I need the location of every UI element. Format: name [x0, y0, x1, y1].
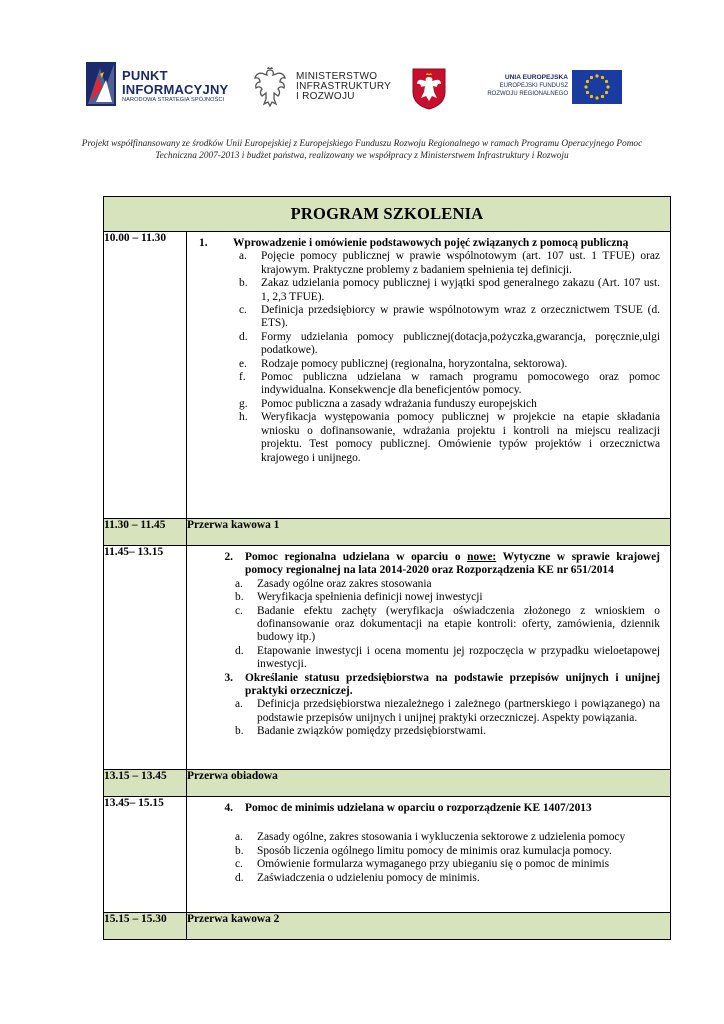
- ministry-logo: [252, 66, 402, 110]
- list-item-text: Zasady ogólne, zakres stosowania i wykluczenia sektorowe z udzielenia pomocy: [257, 831, 626, 844]
- list-item-letter: a.: [235, 831, 243, 844]
- section-title: Pomoc de minimis udzielana w oparciu o rozporządzenie KE 1407/2013: [245, 802, 592, 814]
- topic-list: [199, 250, 660, 465]
- list-item-letter: h.: [239, 411, 248, 424]
- list-item: [195, 645, 660, 672]
- list-item: [195, 591, 660, 604]
- eu-line1: UNIA EUROPEJSKA: [504, 74, 568, 81]
- list-item-letter: a.: [235, 577, 243, 590]
- list-item: [199, 331, 660, 358]
- training-program-table: [103, 196, 671, 940]
- topic-list: [195, 578, 660, 672]
- content-cell: [187, 797, 671, 913]
- list-item: [195, 872, 660, 885]
- list-item-letter: d.: [235, 644, 244, 657]
- punkt-informacyjny-emblem-icon: [86, 62, 118, 108]
- eu-flag-icon: [572, 70, 622, 104]
- list-item-text: Pojęcie pomocy publicznej w prawie wspólnotowym (art. 107 ust. 1 TFUE) oraz krajowym. Praktyczne problemy z badaniem spełnienia tej definicji.: [261, 250, 660, 276]
- eu-line3: ROZWOJU REGIONALNEGO: [487, 91, 568, 97]
- note-line1: Projekt współfinansowany ze środków Unii Europejskiej z Europejskiego Funduszu Rozwoju Regionalnego w ramach Programu Operacyjnego Pomoc: [81, 139, 643, 149]
- list-item: [199, 304, 660, 331]
- section-number: 2.: [224, 551, 233, 563]
- list-item: [195, 698, 660, 725]
- section-heading: [195, 551, 660, 578]
- list-item-text: Zasady ogólne oraz zakres stosowania: [257, 577, 432, 590]
- section-title-part: Pomoc regionalna udzielana w oparciu o: [245, 551, 461, 563]
- topic-list: [195, 698, 660, 738]
- table-row: [104, 546, 671, 770]
- eu-star-icon: [595, 74, 598, 77]
- list-item-text: Etapowanie inwestycji i ocena momentu jej rozpoczęcia w przypadku wieloetapowej inwestycji.: [257, 644, 660, 671]
- ministry-name: [296, 72, 391, 102]
- topic-list: [195, 831, 660, 885]
- time-cell: 10.00 – 11.30: [104, 232, 187, 519]
- eu-star-icon: [606, 85, 609, 88]
- voivodeship-crest-icon: [412, 68, 446, 110]
- section-title: Określanie statusu przedsiębiorstwa na podstawie przepisów unijnych i unijnej praktyki orzeczniczej.: [245, 671, 660, 698]
- eu-star-icon: [586, 91, 589, 94]
- section-number: 4.: [224, 802, 233, 814]
- list-item-letter: a.: [239, 250, 247, 263]
- list-item-letter: d.: [239, 330, 248, 343]
- time-cell: 11.45– 13.15: [104, 546, 187, 770]
- eu-star-icon: [584, 85, 587, 88]
- eu-star-icon: [601, 76, 604, 79]
- list-item: [199, 250, 660, 277]
- time-cell: 11.30 – 11.45: [104, 519, 187, 546]
- break-label: Przerwa obiadowa: [187, 770, 671, 797]
- list-item-text: Weryfikacja występowania pomocy publicznej w projekcie na etapie składania wniosku o dofinansowanie, wdrażania projektu i kontroli na miejscu realizacji projektu. Test pomocy publicznej. Omówienie typów projektów i orzecznictwa krajowego i unijnego.: [261, 411, 660, 464]
- list-item: [195, 831, 660, 844]
- list-item: [195, 845, 660, 858]
- logo-bar: [0, 62, 724, 114]
- eu-star-icon: [586, 80, 589, 83]
- punkt-line3: NARODOWA STRATEGIA SPÓJNOŚCI: [122, 97, 225, 103]
- list-item-text: Definicja przedsiębiorcy w prawie wspólnotowym wraz z orzecznictwem TSUE (d. ETS).: [261, 304, 660, 330]
- table-row: [104, 232, 671, 519]
- list-item-letter: b.: [239, 277, 248, 290]
- list-item-text: Definicja przedsiębiorstwa niezależnego i zależnego (partnerskiego i powiązanego) na podstawie przepisów unijnych i unijnej praktyki orzeczniczej. Aspekty powiązania.: [257, 698, 660, 724]
- list-item-letter: d.: [235, 871, 244, 884]
- eu-star-icon: [595, 96, 598, 99]
- list-item-text: Rodzaje pomocy publicznej (regionalna, horyzontalna, sektorowa).: [261, 357, 568, 370]
- list-item: [195, 578, 660, 591]
- list-item-text: Formy udzielania pomocy publicznej(dotacja,pożyczka,gwarancja, poręcznie,ulgi podatkowe).: [261, 330, 660, 357]
- list-item: [199, 411, 660, 465]
- section-title: Wprowadzenie i omówienie podstawowych pojęć związanych z pomocą publiczną: [233, 237, 629, 249]
- list-item: [195, 858, 660, 871]
- list-item-letter: f.: [239, 371, 246, 384]
- section-title: [245, 551, 660, 578]
- list-item-letter: b.: [235, 725, 244, 738]
- break-label: Przerwa kawowa 1: [187, 519, 671, 546]
- eu-fund-logo: [476, 70, 626, 108]
- eu-fund-name: [487, 74, 568, 98]
- list-item-letter: c.: [239, 304, 247, 317]
- punkt-line1: PUNKT: [122, 68, 168, 83]
- list-item-letter: e.: [239, 357, 247, 370]
- list-item-letter: c.: [235, 604, 243, 617]
- list-item-text: Pomoc publiczna udzielana w ramach programu pomocowego oraz pomoc indywidualna. Konsekwencje dla beneficjentów pomocy.: [261, 371, 660, 397]
- list-item-text: Sposób liczenia ogólnego limitu pomocy de minimis oraz kumulacja pomocy.: [257, 844, 612, 857]
- table-header-row: [104, 197, 671, 232]
- eu-star-icon: [605, 80, 608, 83]
- list-item-text: Zaświadczenia o udzieleniu pomocy de minimis.: [257, 871, 480, 884]
- eu-star-icon: [601, 95, 604, 98]
- list-item-letter: a.: [235, 698, 243, 711]
- list-item-text: Omówienie formularza wymaganego przy ubieganiu się o pomoc de minimis: [257, 858, 610, 871]
- section-number: 1.: [199, 237, 208, 249]
- content-cell: [187, 232, 671, 519]
- section-title-underlined: nowe:: [467, 551, 497, 563]
- punkt-line2: INFORMACYJNY: [122, 82, 229, 97]
- list-item-text: Badanie związków pomiędzy przedsiębiorstwami.: [257, 725, 487, 738]
- white-eagle-icon: [252, 66, 288, 108]
- section-heading: [195, 672, 660, 699]
- list-item-text: Zakaz udzielania pomocy publicznej i wyjątki spod generalnego zakazu (Art. 107 ust. 1, 2,3 TFUE).: [261, 277, 660, 303]
- section-heading: [195, 802, 660, 815]
- ministry-line2: INFRASTRUKTURY: [296, 81, 392, 92]
- note-line2: Techniczna 2007-2013 i budżet państwa, realizowany we współpracy z Ministerstwem Infrastruktury i Rozwoju: [155, 151, 569, 161]
- list-item: [199, 371, 660, 398]
- eu-line2: EUROPEJSKI FUNDUSZ: [499, 83, 568, 89]
- punkt-informacyjny-logo: [86, 62, 236, 110]
- list-item: [199, 277, 660, 304]
- list-item-letter: g.: [239, 397, 248, 410]
- time-cell: 13.45– 15.15: [104, 797, 187, 913]
- section-number: 3.: [224, 671, 233, 684]
- table-row: [104, 797, 671, 913]
- time-cell: 13.15 – 13.45: [104, 770, 187, 797]
- ministry-line1: MINISTERSTWO: [296, 71, 378, 82]
- list-item-text: Pomoc publiczna a zasady wdrażania funduszy europejskich: [261, 397, 537, 410]
- list-item-letter: b.: [235, 591, 244, 604]
- section-title-part: Wytyczne w sprawie krajowej pomocy regionalnej na lata 2014-2020 oraz Rozporządzenia KE nr 651/2014: [245, 551, 660, 577]
- break-label: Przerwa kawowa 2: [187, 913, 671, 940]
- list-item: [199, 398, 660, 411]
- table-row: [104, 913, 671, 940]
- list-item-text: Badanie efektu zachęty (weryfikacja oświadczenia złożonego z wnioskiem o dofinansowanie oraz dokumentacji na etapie kontroli: oferty, zamówienia, dziennik budowy itp.): [257, 604, 660, 644]
- time-cell: 15.15 – 15.30: [104, 913, 187, 940]
- list-item-letter: c.: [235, 858, 243, 871]
- list-item-text: Weryfikacja spełnienia definicji nowej inwestycji: [257, 591, 483, 604]
- list-item: [195, 725, 660, 738]
- content-cell: [187, 546, 671, 770]
- list-item: [195, 605, 660, 645]
- eu-star-icon: [590, 76, 593, 79]
- program-title: PROGRAM SZKOLENIA: [104, 197, 671, 232]
- eu-star-icon: [590, 95, 593, 98]
- project-cofinancing-note: [40, 138, 684, 162]
- section-heading: [199, 237, 660, 250]
- list-item: [199, 358, 660, 371]
- table-row: [104, 770, 671, 797]
- eu-star-icon: [605, 91, 608, 94]
- list-item-letter: b.: [235, 844, 244, 857]
- ministry-line3: I ROZWOJU: [296, 91, 355, 102]
- table-row: [104, 519, 671, 546]
